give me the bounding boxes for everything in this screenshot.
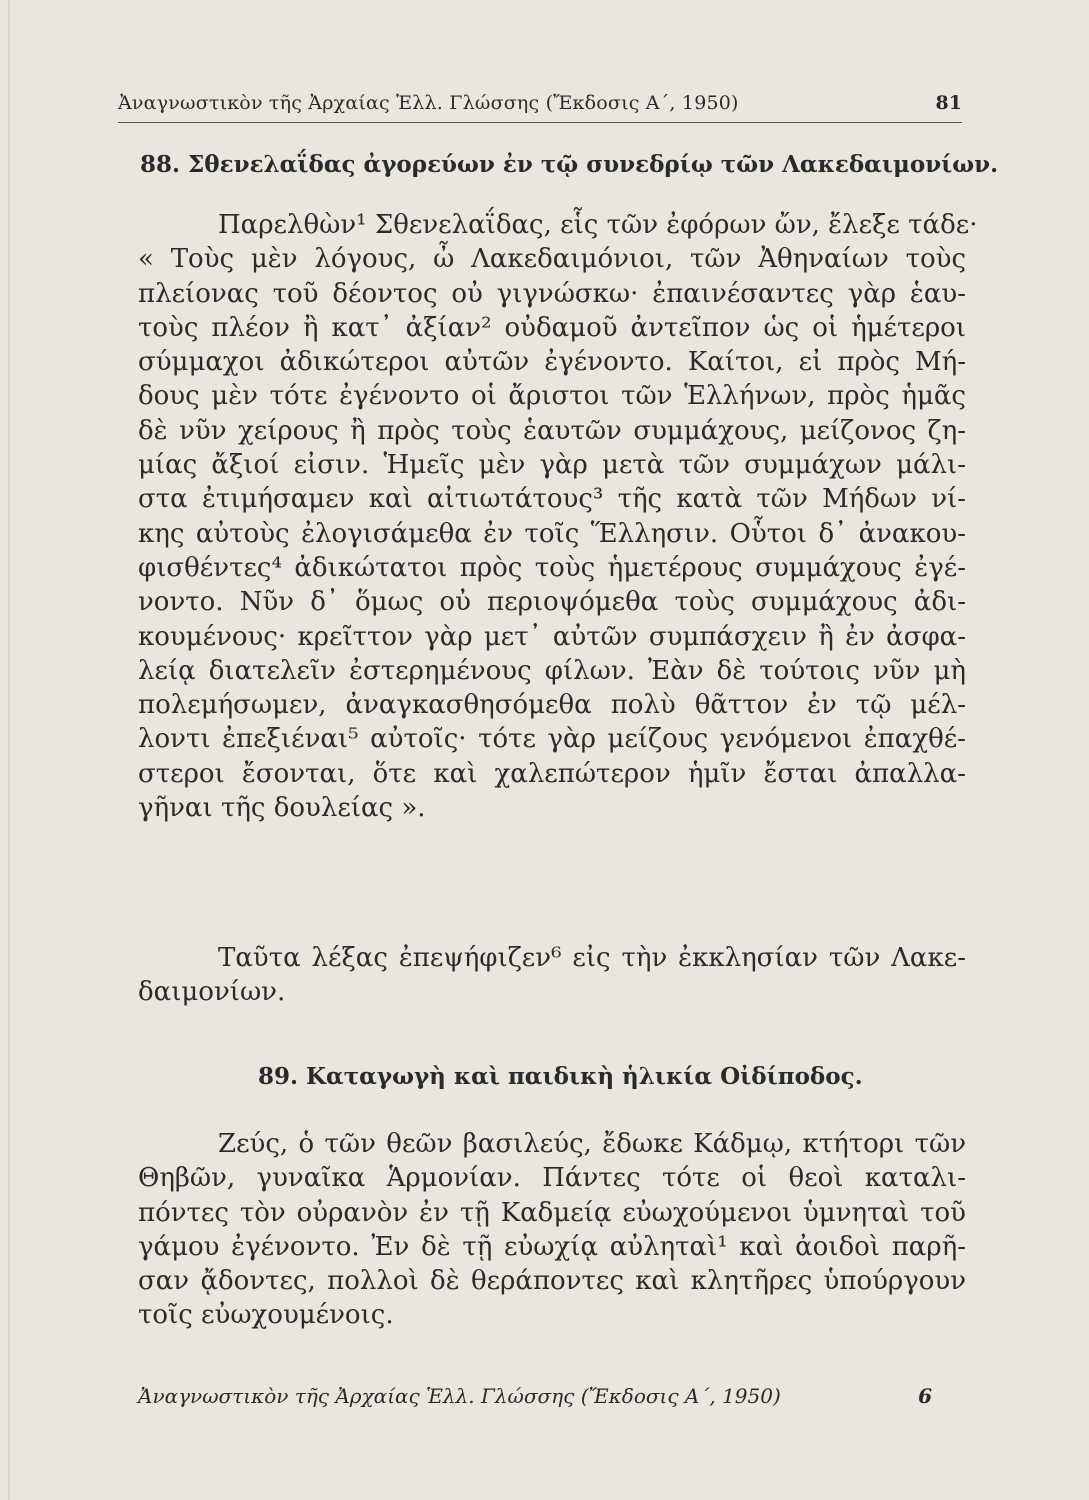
text-line: Ταῦτα λέξας ἐπεψήφιζεν⁶ εἰς τὴν ἐκκλησίαν τῶν Λακε- [218, 943, 966, 973]
text-line: τοῖς εὐωχουμένοις. [138, 1300, 394, 1331]
text-line: σαν ᾄδοντες, πολλοὶ δὲ θεράποντες καὶ κλητῆρες ὑπούργουν [138, 1266, 966, 1297]
text-line: νοντο. Νῦν δ᾽ ὅμως οὐ περιοψόμεθα τοὺς συμμάχους ἀδι- [138, 587, 966, 618]
text-line: δὲ νῦν χείρους ἢ πρὸς τοὺς ἑαυτῶν συμμάχους, μείζονος ζη- [138, 415, 966, 446]
text-line: πλείονας τοῦ δέοντος οὐ γιγνώσκω· ἐπαινέσαντες γὰρ ἑαυ- [138, 278, 966, 309]
text-line: κης αὐτοὺς ἐλογισάμεθα ἐν τοῖς Ἕλλησιν. Οὗτοι δ᾽ ἀνακου- [138, 518, 966, 549]
section-89-heading: 89. Καταγωγὴ καὶ παιδικὴ ἡλικία Οἰδίποδος. [258, 1063, 863, 1090]
text-line: γάμου ἐγένοντο. Ἐν δὲ τῇ εὐωχίᾳ αὐληταὶ¹ καὶ ἀοιδοὶ παρῆ- [138, 1231, 966, 1262]
running-title: Ἀναγνωστικὸν τῆς Ἀρχαίας Ἑλλ. Γλώσσης (Ἔκδοσις Α΄, 1950) [118, 92, 739, 114]
text-line: πολεμήσωμεν, ἀναγκασθησόμεθα πολὺ θᾶττον ἐν τῷ μέλ- [138, 690, 966, 721]
text-line: Ζεύς, ὁ τῶν θεῶν βασιλεύς, ἔδωκε Κάδμῳ, κτήτορι τῶν [218, 1129, 966, 1159]
text-line: Θηβῶν, γυναῖκα Ἁρμονίαν. Πάντες τότε οἱ θεοὶ καταλι- [138, 1163, 966, 1194]
section-88-paragraph-1 [138, 208, 978, 825]
running-head [118, 92, 962, 123]
text-line: σύμμαχοι ἀδικώτεροι αὐτῶν ἐγένοντο. Καίτοι, εἰ πρὸς Μή- [138, 347, 966, 378]
text-line: γῆναι τῆς δουλείας ». [138, 793, 426, 824]
text-line: δαιμονίων. [138, 977, 286, 1008]
text-line: πόντες τὸν οὐρανὸν ἐν τῇ Καδμείᾳ εὐωχούμενοι ὑμνηταὶ τοῦ [138, 1197, 966, 1228]
text-line: τοὺς πλέον ἢ κατ᾽ ἀξίαν² οὐδαμοῦ ἀντεῖπον ὡς οἱ ἡμέτεροι [138, 312, 966, 343]
text-line: στα ἐτιμήσαμεν καὶ αἰτιωτάτους³ τῆς κατὰ τῶν Μήδων νί- [138, 484, 966, 515]
text-line: λοντι ἐπεξιέναι⁵ αὐτοῖς· τότε γὰρ μείζους γενόμενοι ἐπαχθέ- [138, 724, 966, 755]
text-line: μίας ἄξιοί εἰσιν. Ἡμεῖς μὲν γὰρ μετὰ τῶν συμμάχων μάλι- [138, 450, 966, 481]
text-line: λείᾳ διατελεῖν ἐστερημένους φίλων. Ἐὰν δὲ τούτοις νῦν μὴ [138, 655, 966, 686]
text-line: στεροι ἔσονται, ὅτε καὶ χαλεπώτερον ἡμῖν ἔσται ἀπαλλα- [138, 758, 966, 789]
section-88-paragraph-2 [138, 941, 966, 1010]
text-line: δους μὲν τότε ἐγένοντο οἱ ἄριστοι τῶν Ἑλλήνων, πρὸς ἡμᾶς [138, 381, 966, 412]
text-line: φισθέντες⁴ ἀδικώτατοι πρὸς τοὺς ἡμετέρους συμμάχους ἐγέ- [138, 552, 966, 583]
page-footer [138, 1384, 932, 1408]
footer-title: Ἀναγνωστικὸν τῆς Ἀρχαίας Ἑλλ. Γλώσσης (Ἔκδοσις Α΄, 1950) [138, 1384, 781, 1408]
text-line: « Τοὺς μὲν λόγους, ὦ Λακεδαιμόνιοι, τῶν Ἀθηναίων τοὺς [138, 244, 966, 275]
text-line: Παρελθὼν¹ Σθενελαΐδας, εἷς τῶν ἐφόρων ὤν, ἔλεξε τάδε· [218, 210, 978, 240]
text-line: κουμένους· κρεῖττον γὰρ μετ᾽ αὐτῶν συμπάσχειν ἢ ἐν ἀσφα- [138, 621, 966, 652]
section-88-heading: 88. Σθενελαΐδας ἀγορεύων ἐν τῷ συνεδρίῳ τῶν Λακεδαιμονίων. [140, 151, 999, 178]
signature-mark: 6 [918, 1384, 932, 1408]
page-number: 81 [935, 92, 962, 114]
page-edge [8, 0, 10, 1500]
section-89-paragraph-1 [138, 1127, 966, 1333]
